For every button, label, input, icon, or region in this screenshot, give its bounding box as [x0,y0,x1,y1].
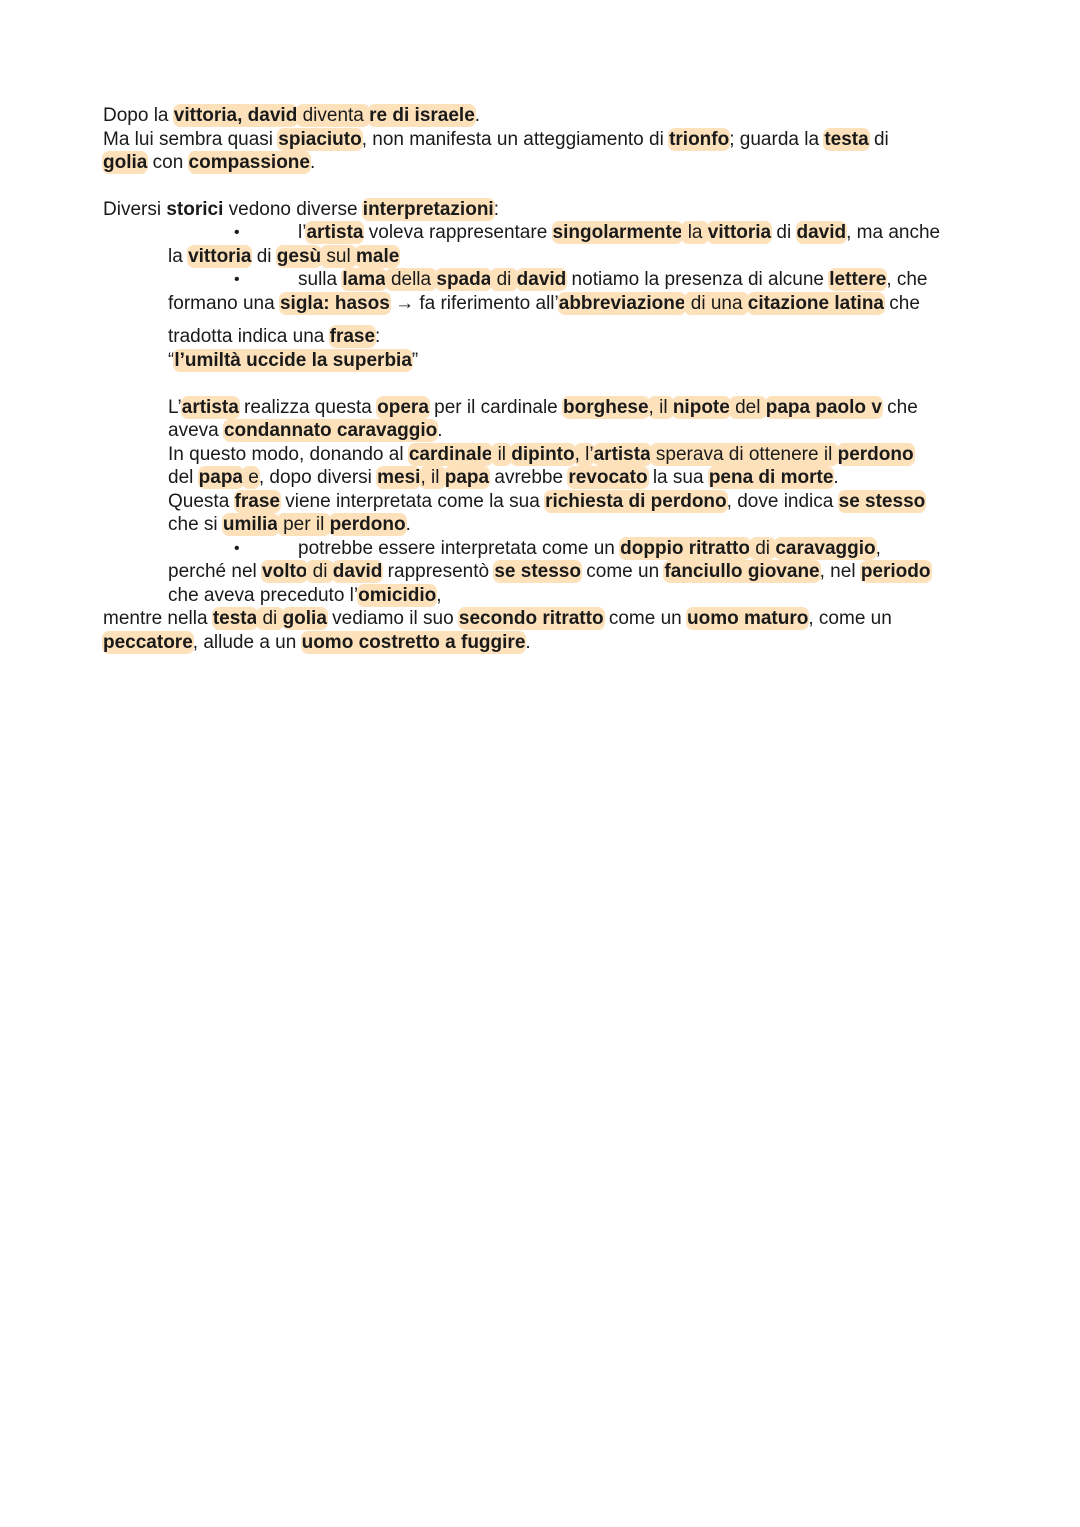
text-line [103,128,889,151]
highlighted-text: vittoria [707,222,772,244]
text-segment: la sua [647,467,709,489]
text-segment: , [875,537,881,559]
text-segment: , come un [808,608,892,630]
text-segment: che [881,396,918,418]
highlighted-text: sigla: hasos [279,292,390,314]
highlighted-text: sperava di ottenere il [650,443,838,465]
highlighted-text: spada [436,269,492,291]
text-segment: , dove indica [726,490,839,512]
text-segment: potrebbe essere interpretata come un [298,537,621,559]
text-segment: Dopo la [103,105,174,126]
text-line [103,198,499,221]
text-segment: voleva rappresentare [363,222,553,244]
highlighted-text: cardinale [408,443,493,465]
highlighted-text: borghese [563,396,649,418]
text-segment: per il cardinale [428,396,564,418]
highlighted-text: periodo [860,561,931,583]
text-segment: del [168,467,199,489]
highlighted-text: frase [329,326,376,348]
text-segment: , nel [819,561,861,583]
highlighted-text: della [385,269,437,291]
text-segment: che aveva preceduto l’ [168,584,359,606]
highlighted-text: e [243,467,259,489]
highlighted-text: gesù [276,245,322,267]
text-segment: viene interpretata come la sua [279,490,546,512]
highlighted-text: testa [824,128,869,150]
highlighted-text: abbreviazione [558,292,686,314]
bullet-icon: • [234,271,240,289]
highlighted-text: peccatore [103,631,193,653]
text-segment: , non manifesta un atteggiamento di [361,128,670,150]
highlighted-text: di [491,269,517,291]
highlighted-text: compassione [188,152,310,173]
highlighted-text: omicidio [358,584,437,606]
text-segment: . [437,420,443,442]
text-segment: → fa riferimento all’ [389,292,559,314]
bold-text: storici [166,198,224,220]
text-segment: formano una [168,292,280,314]
highlighted-text: del [729,396,766,418]
highlighted-text: frase [234,490,280,512]
highlighted-text: perdono [329,514,406,536]
highlighted-text: papa paolo v [765,396,882,418]
text-segment: rappresentò [382,561,495,583]
highlighted-text: condannato caravaggio [223,420,438,442]
text-segment: che si [168,514,223,536]
text-segment: di [771,222,797,244]
highlighted-text: di [749,537,776,559]
text-line [168,292,920,315]
highlighted-text: , il [420,467,445,489]
highlighted-text: david [796,222,847,244]
highlighted-text: la [682,222,708,244]
highlighted-text: david [516,269,567,291]
highlighted-text: re di israele [369,105,475,126]
highlighted-text: sul [321,245,357,267]
text-segment: , allude a un [192,631,302,653]
highlighted-text: richiesta di perdono [545,490,727,512]
highlighted-text: pena di morte [708,467,834,489]
highlighted-text: opera [377,396,429,418]
text-segment: . [525,631,531,653]
text-segment: di [868,128,889,150]
bullet-icon: • [234,224,240,242]
text-line [103,104,480,127]
text-line [168,513,411,536]
highlighted-text: umilia [222,514,278,536]
text-line [168,584,442,607]
highlighted-text: dipinto [511,443,575,465]
text-segment: . [474,105,481,126]
highlighted-text: lettere [829,269,887,291]
highlighted-text: papa [444,467,490,489]
text-segment: . [405,514,411,536]
text-segment: tradotta indica una [168,326,330,348]
highlighted-text: vittoria, david [173,105,298,126]
text-segment: . [309,152,316,173]
highlighted-text: se stesso [494,561,581,583]
highlighted-text: perdono [837,443,914,465]
highlighted-text: citazione latina [747,292,884,314]
text-line [298,221,940,244]
highlighted-text: male [356,245,400,267]
highlighted-text: uomo costretto a fuggire [301,631,526,653]
text-line [103,631,531,654]
text-line [298,537,881,560]
text-segment: sulla [298,269,343,291]
highlighted-text: volto [262,561,308,583]
text-segment: : [375,326,381,348]
text-segment: vediamo il suo [326,608,459,630]
text-segment: come un [603,608,687,630]
highlighted-text: secondo ritratto [458,608,604,630]
highlighted-text: testa [212,608,258,630]
text-segment: L’ [168,396,182,418]
text-segment: che [884,292,920,314]
text-line [103,607,892,630]
highlighted-text: di una [685,292,748,314]
text-line [168,349,418,372]
highlighted-text: fanciullo giovane [664,561,820,583]
highlighted-text: diventa [297,105,370,126]
highlighted-text: doppio ritratto [620,537,750,559]
text-line [103,151,315,174]
text-segment: “ [168,349,175,371]
text-segment: come un [580,561,665,583]
text-segment: , dopo diversi [258,467,378,489]
text-segment: l’ [298,222,307,244]
highlighted-text: revocato [568,467,648,489]
text-line [168,443,914,466]
text-segment: Diversi [103,198,167,220]
highlighted-text: david [332,561,383,583]
text-segment: Ma lui sembra quasi [103,128,279,150]
text-segment: In questo modo, donando al [168,443,409,465]
text-segment: la [168,245,189,267]
highlighted-text: per il [277,514,330,536]
highlighted-text: il [492,443,512,465]
text-line [168,490,925,513]
highlighted-text: artista [306,222,364,244]
highlighted-text: uomo maturo [686,608,809,630]
highlighted-text: spiaciuto [278,128,362,150]
bullet-icon: • [234,539,240,557]
text-segment: mentre nella [103,608,213,630]
highlighted-text: papa [198,467,243,489]
highlighted-text: se stesso [838,490,926,512]
text-segment: perché nel [168,561,263,583]
text-line [168,419,443,442]
highlighted-text: l’umiltà uccide la superbia [174,349,412,371]
text-line [168,325,380,348]
highlighted-text: artista [181,396,239,418]
text-segment: con [147,152,189,173]
text-segment: ; guarda la [729,128,825,150]
highlighted-text: interpretazioni [362,198,494,220]
highlighted-text: di [257,608,283,630]
text-line [298,268,928,291]
highlighted-text: artista [593,443,651,465]
text-segment: notiamo la presenza di alcune [566,269,830,291]
text-segment: : [493,198,499,220]
highlighted-text: trionfo [669,128,730,150]
text-segment: , [436,584,442,606]
text-segment: di [251,245,277,267]
highlighted-text: vittoria [188,245,252,267]
text-segment: ” [411,349,419,371]
text-segment: Questa [168,490,235,512]
text-line [168,560,931,583]
text-segment: . [833,467,839,489]
text-segment: vedono diverse [223,198,363,220]
text-line [168,466,839,489]
text-line [168,245,399,268]
highlighted-text: , l’ [574,443,594,465]
text-segment: avrebbe [489,467,569,489]
highlighted-text: caravaggio [775,537,876,559]
highlighted-text: lama [342,269,386,291]
text-segment: , ma anche [846,222,941,244]
highlighted-text: singolarmente [552,222,683,244]
highlighted-text: , il [648,396,673,418]
highlighted-text: mesi [377,467,421,489]
highlighted-text: golia [282,608,327,630]
highlighted-text: golia [103,152,148,173]
text-segment: , che [886,269,928,291]
text-segment: realizza questa [238,396,378,418]
highlighted-text: nipote [672,396,730,418]
text-line [168,396,918,419]
highlighted-text: di [307,561,333,583]
text-segment: aveva [168,420,224,442]
